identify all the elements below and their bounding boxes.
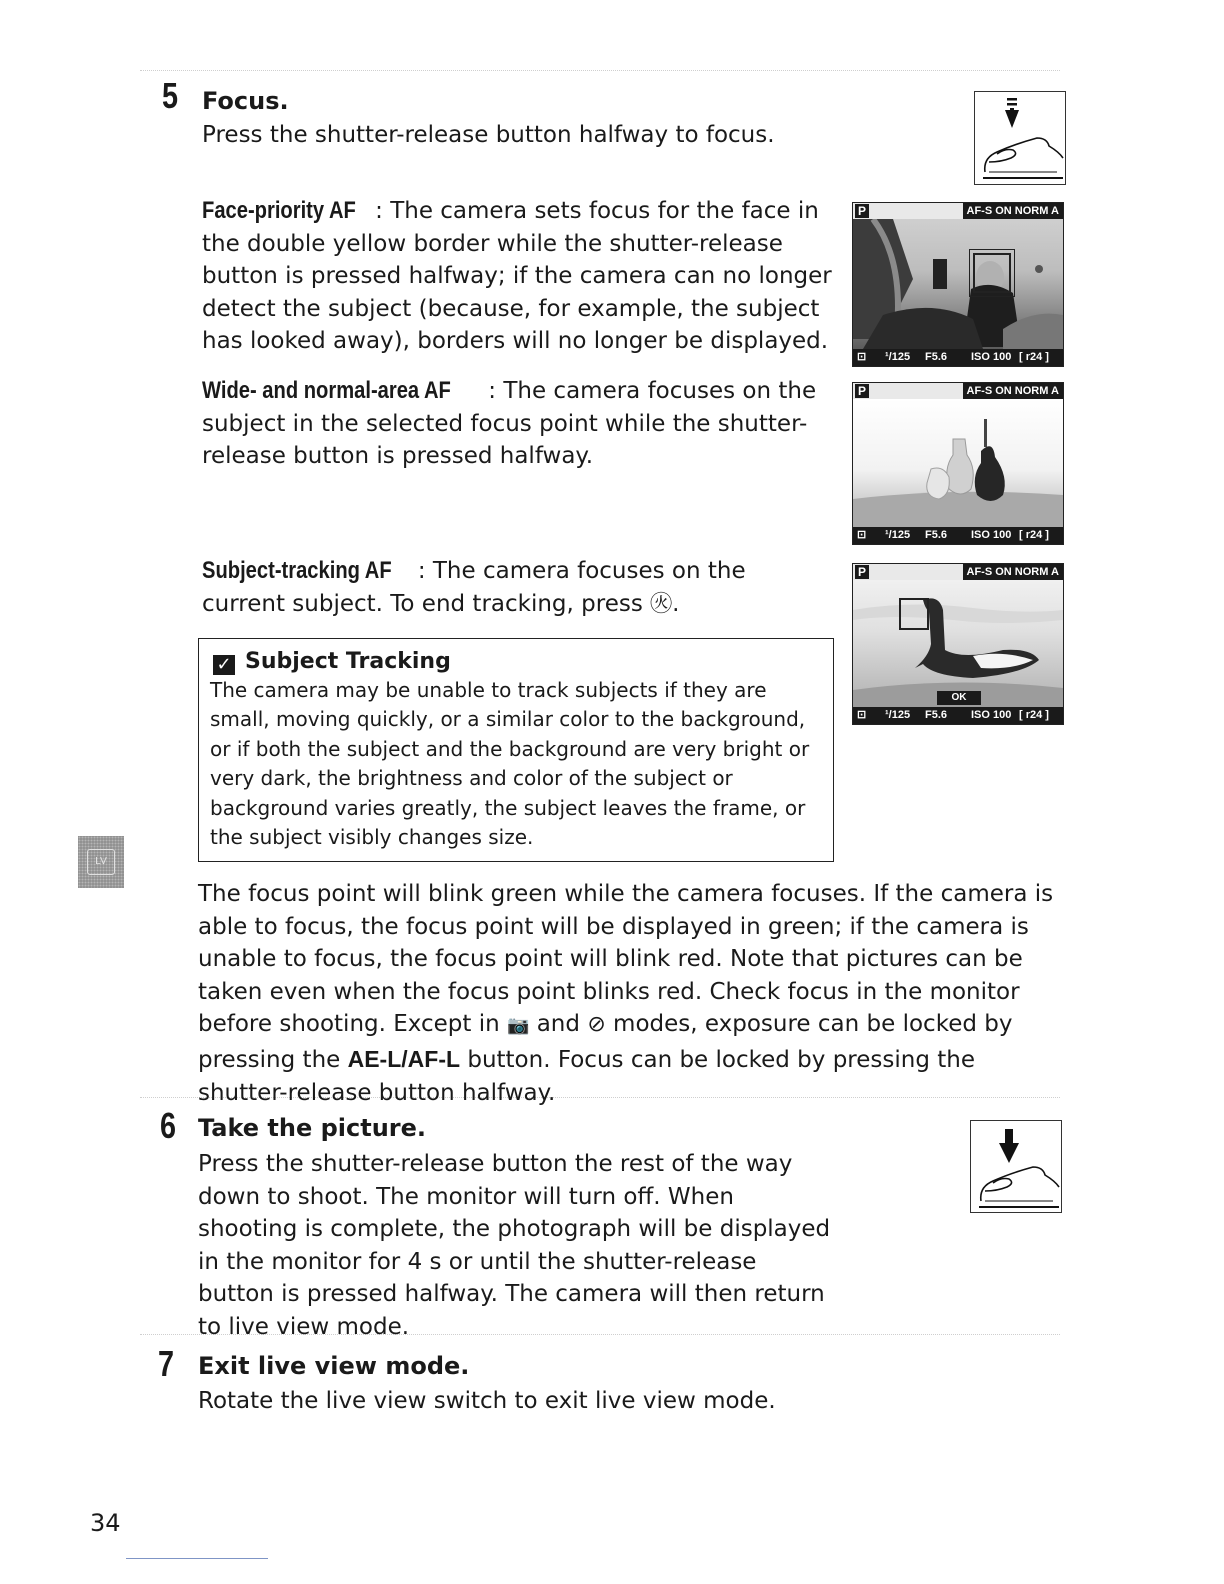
flash-off-mode-icon: ⊘: [587, 1012, 606, 1038]
lcd-face-priority-image: P AF-S ON NORM A ⊡ ¹/125 F5.6 ISO 100 [ r24 ]: [852, 202, 1064, 367]
footer-rule: [126, 1558, 268, 1559]
wide-normal-af-label: Wide- and normal-area AF: [202, 377, 451, 404]
page-number: 34: [90, 1509, 121, 1537]
step-text: Press the shutter-release button the rest of the way down to shoot. The monitor will turn off. When shooting is complete, the photograph will be displayed in the monitor for 4 s or until the shutter-release button is pressed halfway. The camera will then return to live view mode.: [198, 1151, 831, 1340]
step-text: Rotate the live view switch to exit live view mode.: [198, 1388, 776, 1414]
ok-button-icon: ㊋: [650, 591, 673, 617]
step-intro: Press the shutter-release button halfway to focus.: [202, 122, 775, 148]
step-title: Take the picture.: [198, 1114, 427, 1142]
step-title: Focus.: [202, 87, 289, 115]
subject-tracking-note: [198, 638, 834, 862]
wide-normal-af-text: Wide- and normal-area AF : The camera focuses on the subject in the selected focus point while the shutter-release button is pressed halfway.: [202, 377, 817, 469]
step-title: Exit live view mode.: [198, 1352, 470, 1380]
subject-tracking-af-text: Subject-tracking AF : The camera focuses on the current subject. To end tracking, press ㊋.: [202, 557, 746, 617]
step-number: 6: [160, 1105, 177, 1146]
lcd-wide-area-image: P AF-S ON NORM A ⊡ ¹/125 F5.6 ISO 100 [ r24 ]: [852, 382, 1064, 545]
shutter-half-press-icon: [974, 91, 1066, 185]
lcd-mode-indicator: P: [855, 204, 869, 218]
lcd-subject-tracking-image: OK P AF-S ON NORM A ⊡ ¹/125 F5.6 ISO 100 [ r24 ]: [852, 563, 1064, 725]
face-priority-af-text: Face-priority AF : The camera sets focus for the face in the double yellow border while the shutter-release button is pressed halfway; if the camera can no longer detect the subject (because, for example, the subject has looked away), borders will no longer be displayed.: [202, 197, 832, 354]
note-text: The camera may be unable to track subjects if they are small, moving quickly, or a similar color to the background, or if both the subject and the background are very bright or very dark, the brightness and color of the subject or background varies greatly, the subject leaves the frame, or the subject visibly changes size.: [210, 678, 810, 850]
separator-top: [140, 70, 1060, 71]
auto-mode-icon: 📷: [506, 1015, 530, 1037]
ae-l-af-l-button-label: AE-L/AF-L: [347, 1045, 461, 1072]
live-view-tab-icon: LV: [78, 836, 124, 888]
step-number: 5: [162, 75, 179, 116]
check-icon: ✓: [213, 655, 235, 675]
subject-tracking-af-label: Subject-tracking AF: [202, 557, 392, 584]
note-title: ✓ Subject Tracking: [213, 647, 451, 677]
shutter-full-press-icon: [970, 1120, 1062, 1213]
focus-paragraph: The focus point will blink green while the camera focuses. If the camera is able to focus, the focus point will be displayed in green; if the camera is unable to focus, the focus point will blink red. Note that pictures can be taken even when the focus point blinks red. Check focus in the monitor before shooting. Except in 📷 and ⊘ modes, exposure can be locked by pressing the AE-L/AF-L button. Focus can be locked by pressing the shutter-release button halfway.: [198, 881, 1054, 1106]
step-number: 7: [158, 1343, 175, 1384]
face-priority-af-label: Face-priority AF: [202, 197, 356, 224]
